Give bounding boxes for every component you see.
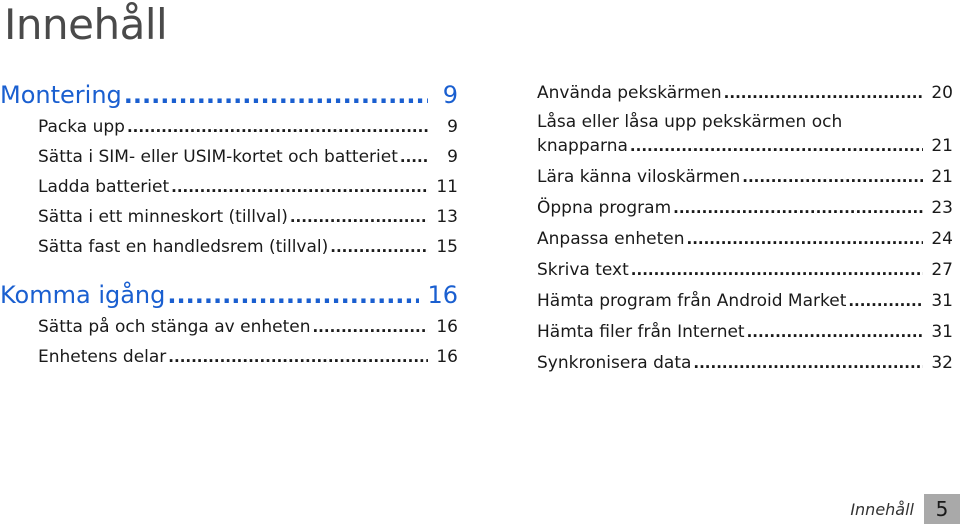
toc-entry[interactable] [0,142,458,172]
toc-entry[interactable] [537,286,953,317]
leader-dots [724,78,923,109]
toc-entry[interactable] [0,112,458,142]
leader-dots [693,348,923,379]
leader-dots [330,232,428,262]
toc-entry-title: Enhetens delar [38,347,167,367]
toc-entry-title: Synkronisera data [537,353,692,373]
leader-dots [631,255,923,286]
toc-chapter-montering[interactable] [0,78,458,112]
toc-entry[interactable] [0,232,458,262]
toc-entry-title: Lära känna viloskärmen [537,167,741,187]
toc-entry-title: Packa upp [38,117,125,137]
footer-section-label: Innehåll [850,499,914,519]
page-number: 5 [924,494,960,524]
toc-entry[interactable] [0,312,458,342]
toc-entry-title: Sätta fast en handledsrem (tillval) [38,237,329,257]
toc-entry-page: 16 [427,281,458,309]
toc-entry-title: Sätta i SIM- eller USIM-kortet och batteriet [38,147,398,167]
toc-entry-title-line2: knapparna [537,136,628,156]
toc-entry-title-line1: Låsa eller låsa upp pekskärmen och [537,112,843,132]
toc-entry-page: 20 [931,83,953,103]
toc-entry-title: Anpassa enheten [537,229,685,249]
leader-dots [742,162,923,193]
leader-dots [673,193,923,224]
toc-entry-title: Ladda batteriet [38,177,170,197]
toc-entry[interactable] [537,78,953,109]
page-title: Innehåll [4,0,168,49]
leader-dots [171,172,428,202]
toc-entry[interactable] [537,224,953,255]
toc-entry[interactable] [537,255,953,286]
leader-dots [747,317,923,348]
toc-entry-page: 21 [931,136,953,156]
toc-entry-page: 13 [436,207,458,227]
toc-right-column [537,78,953,379]
toc-chapter-komma-igang[interactable] [0,278,458,312]
toc-entry-title: Öppna program [537,198,672,218]
toc-entry-page: 9 [447,147,458,167]
toc-entry-page: 15 [436,237,458,257]
toc-entry-title: Montering [0,81,122,109]
leader-dots [168,342,428,372]
toc-entry[interactable] [0,202,458,232]
toc-entry-page: 27 [931,260,953,280]
toc-entry-title: Skriva text [537,260,629,280]
toc-entry-page: 11 [436,177,458,197]
toc-entry[interactable] [537,348,953,379]
leader-dots [167,278,419,312]
leader-dots [630,134,923,158]
toc-entry-title: Sätta i ett minneskort (tillval) [38,207,288,227]
toc-entry[interactable] [0,342,458,372]
toc-entry-page: 21 [931,167,953,187]
toc-entry-page: 16 [436,317,458,337]
leader-dots [312,312,428,342]
toc-entry[interactable] [537,193,953,224]
toc-entry-title: Komma igång [0,281,166,309]
toc-entry[interactable] [537,317,953,348]
toc-entry-title: Sätta på och stänga av enheten [38,317,311,337]
toc-entry[interactable] [537,110,953,162]
toc-entry-page: 16 [436,347,458,367]
leader-dots [400,142,428,172]
toc-entry[interactable] [537,162,953,193]
page-footer [850,494,960,524]
leader-dots [127,112,428,142]
toc-entry-page: 31 [931,322,953,342]
toc-entry-page: 31 [931,291,953,311]
toc-entry-title: Använda pekskärmen [537,83,722,103]
toc-entry-page: 9 [447,117,458,137]
toc-entry-title: Hämta program från Android Market [537,291,847,311]
toc-entry-page: 9 [442,81,458,109]
leader-dots [848,286,923,317]
toc-entry-page: 23 [931,198,953,218]
toc-entry-page: 32 [931,353,953,373]
leader-dots [687,224,923,255]
leader-dots [124,78,428,112]
toc-left-column [0,78,458,372]
toc-entry-page: 24 [931,229,953,249]
leader-dots [290,202,428,232]
toc-entry-title: Hämta filer från Internet [537,322,745,342]
toc-entry[interactable] [0,172,458,202]
